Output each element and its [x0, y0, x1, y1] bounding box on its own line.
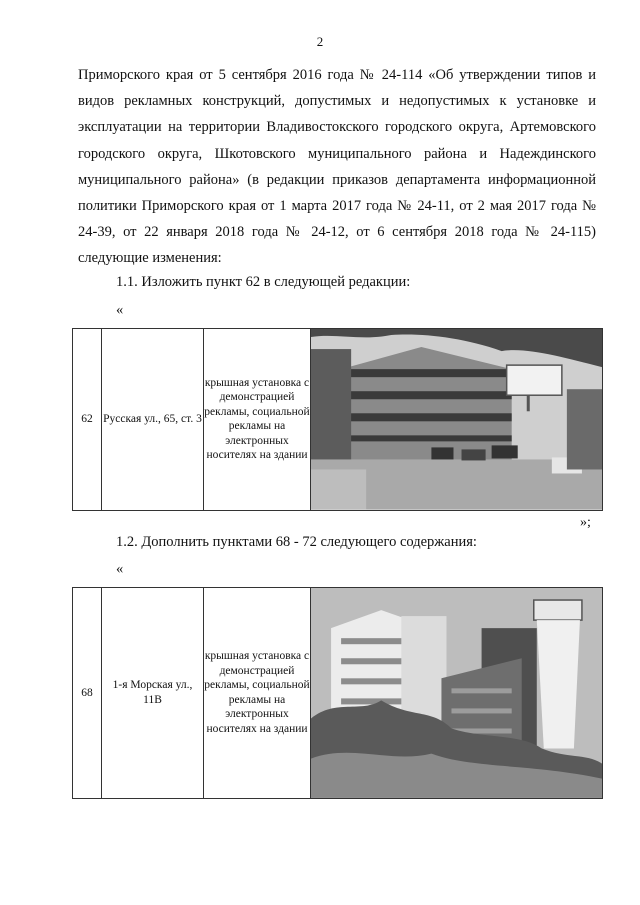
row-62-address: Русская ул., 65, ст. 3 — [102, 329, 204, 511]
row-68-description: крышная установка с демонстрацией рекламы, социальной рекламы на электронных носителях на здании — [204, 588, 311, 799]
open-quote-2: « — [116, 561, 124, 577]
item-1-2-text: 1.2. Дополнить пунктами 68 - 72 следующего содержания: — [116, 534, 477, 550]
row-68-photo — [311, 588, 603, 799]
item-1-1-text: 1.1. Изложить пункт 62 в следующей редакции: — [116, 274, 411, 290]
open-quote-1: « — [116, 302, 124, 318]
close-quote: »; — [580, 515, 591, 530]
page-number: 2 — [316, 34, 324, 49]
row-62-number: 62 — [73, 329, 102, 511]
table-row-68 — [72, 587, 603, 799]
row-62-photo — [311, 329, 603, 511]
row-68-number: 68 — [73, 588, 102, 799]
building-photo-68 — [311, 588, 602, 798]
building-photo-62 — [311, 329, 602, 510]
table-row-62 — [72, 328, 603, 511]
intro-paragraph: Приморского края от 5 сентября 2016 года № 24-114 «Об утверждении типов и видов рекламных конструкций, допустимых и недопустимых к установке и эксплуатации на территории Владивостокского городского округа, Артемовского городского округа, Шкотовского муниципального района и Надеждинского муниципального района» (в редакции приказов департамента информационной политики Приморского края от 1 марта 2017 года № 24-11, от 2 мая 2017 года № 24-39, от 22 января 2018 года № 24-12, от 6 сентября 2018 года № 24-115) следующие изменения: — [78, 67, 596, 267]
row-68-address: 1-я Морская ул., 11В — [102, 588, 204, 799]
row-62-description: крышная установка с демонстрацией рекламы, социальной рекламы на электронных носителях на здании — [204, 329, 311, 511]
